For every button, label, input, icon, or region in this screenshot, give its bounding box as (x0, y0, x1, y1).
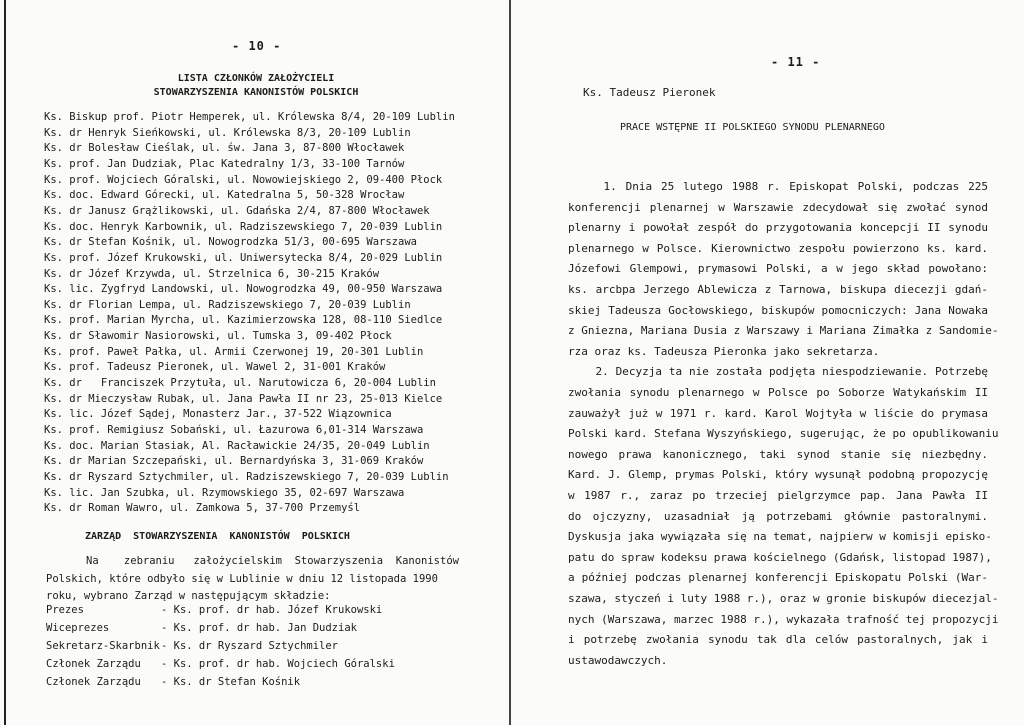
body-line: zauważył już w 1971 r. kard. Karol Wojtyła w liście do prymasa (568, 406, 988, 420)
member-entry: Ks. dr Mieczysław Rubak, ul. Jana Pawła II nr 23, 25-013 Kielce (44, 392, 443, 405)
board-title: ZARZĄD STOWARZYSZENIA KANONISTÓW POLSKICH (85, 531, 350, 542)
member-entry: Ks. lic. Jan Szubka, ul. Rzymowskiego 35, 02-697 Warszawa (44, 486, 405, 499)
member-entry: Ks. dr Roman Wawro, ul. Zamkowa 5, 37-700 Przemyśl (44, 502, 361, 515)
body-line: i potrzebę zwołania synodu tak dla celów pastoralnych, jak i (568, 633, 988, 647)
author: Ks. Tadeusz Pieronek (583, 86, 716, 99)
body-line: plenarnego w Polsce. Kierownictwo zespołu powierzono ks. kard. (568, 241, 988, 255)
body-line: szawa, styczeń i luty 1988 r.), oraz w gronie biskupów diecezjal- (568, 592, 999, 605)
member-entry: Ks. lic. Józef Sądej, Monasterz Jar., 37-522 Wiązownica (44, 408, 392, 421)
page-number: - 10 - (232, 39, 282, 53)
body-line: nowego prawa kanonicznego, taki synod stanie się niezbędny. (568, 447, 988, 461)
member-entry: Ks. dr Stefan Kośnik, ul. Nowogrodzka 51/3, 00-695 Warszawa (44, 236, 417, 249)
body-line: Polski kard. Stefana Wyszyńskiego, sugerując, że po opublikowaniu (568, 427, 999, 441)
member-entry: Ks. prof. Marian Myrcha, ul. Kazimierzowska 128, 08-110 Siedlce (44, 314, 443, 327)
body-line: Dyskusja jaka wywiązała się na temat, najpierw w komisji episko- (568, 530, 992, 544)
board-role: Sekretarz-Skarbnik (46, 640, 160, 652)
body-line: skiej Tadeusza Gocłowskiego, biskupów pomocniczych: Jana Nowaka (568, 303, 988, 317)
body-line: Józefowi Glempowi, prymasowi Polski, a w jego skład powołano: (568, 262, 988, 276)
body-line: rza oraz ks. Tadeusza Pieronka jako sekretarza. (568, 344, 880, 358)
body-line: w 1987 r., zaraz po trzeciej pielgrzymce pap. Jana Pawła II (568, 489, 988, 502)
board-person: - Ks. dr Stefan Kośnik (161, 676, 301, 688)
body-line: do ojczyzny, uzasadniał ją potrzebami głównie pastoralnymi. (568, 509, 988, 523)
body-line: plenarny i powołał zespół do przygotowania koncepcji II synodu (568, 221, 988, 235)
board-paragraph-line: Na zebraniu założycielskim Stowarzyszenia Kanonistów (86, 555, 459, 567)
member-entry: Ks. Biskup prof. Piotr Hemperek, ul. Królewska 8/4, 20-109 Lublin (44, 111, 455, 123)
board-paragraph-line: Polskich, które odbyło się w Lublinie w dniu 12 listopada 1990 (46, 573, 438, 585)
member-entry: Ks. prof. Paweł Pałka, ul. Armii Czerwonej 19, 20-301 Lublin (44, 345, 424, 358)
member-entry: Ks. dr Ryszard Sztychmiler, ul. Radziszewskiego 7, 20-039 Lublin (44, 470, 449, 483)
member-entry: Ks. doc. Edward Górecki, ul. Katedralna 5, 50-328 Wrocław (44, 189, 405, 202)
body-line: patu do spraw kodeksu prawa kościelnego (Gdańsk, listopad 1987), (568, 550, 992, 564)
chapter-heading: PRACE WSTĘPNE II POLSKIEGO SYNODU PLENARNEGO (620, 122, 885, 133)
body-line: 2. Decyzja ta nie została podjęta niespodziewanie. Potrzebę (568, 365, 988, 379)
member-entry: Ks. lic. Zygfryd Landowski, ul. Nowogrodzka 49, 00-950 Warszawa (44, 283, 443, 296)
board-paragraph-line: roku, wybrano Zarząd w następującym składzie: (46, 590, 331, 602)
member-entry: Ks. dr Franciszek Przytuła, ul. Narutowicza 6, 20-004 Lublin (44, 377, 436, 390)
board-role: Prezes (46, 604, 84, 616)
board-role: Wiceprezes (46, 622, 110, 634)
body-line: ks. arcbpa Jerzego Ablewicza z Tarnowa, biskupa diecezji gdań- (568, 283, 988, 296)
member-entry: Ks. prof. Tadeusz Pieronek, ul. Wawel 2, 31-001 Kraków (44, 361, 386, 374)
board-person: - Ks. prof. dr hab. Józef Krukowski (161, 604, 383, 616)
body-line: zwołania synodu plenarnego w Polsce po Soborze Watykańskim II (568, 386, 988, 399)
member-entry: Ks. dr Bolesław Cieślak, ul. św. Jana 3, 87-800 Włocławek (44, 142, 405, 155)
member-entry: Ks. prof. Wojciech Góralski, ul. Nowowiejskiego 2, 09-400 Płock (44, 173, 443, 186)
body-line: a później podczas plenarnej konferencji Episkopatu Polski (War- (568, 571, 988, 585)
list-subtitle: STOWARZYSZENIA KANONISTÓW POLSKICH (153, 87, 359, 98)
member-entry: Ks. doc. Henryk Karbownik, ul. Radziszewskiego 7, 20-039 Lublin (44, 220, 443, 233)
body-line: 1. Dnia 25 lutego 1988 r. Episkopat Polski, podczas 225 (568, 180, 988, 193)
member-entry: Ks. dr Marian Szczepański, ul. Bernardyńska 3, 31-069 Kraków (44, 455, 424, 468)
member-entry: Ks. prof. Jan Dudziak, Plac Katedralny 1/3, 33-100 Tarnów (44, 157, 405, 170)
member-entry: Ks. doc. Marian Stasiak, Al. Racławickie 24/35, 20-049 Lublin (44, 439, 430, 452)
board-person: - Ks. dr Ryszard Sztychmiler (161, 640, 339, 652)
member-entry: Ks. prof. Remigiusz Sobański, ul. Łazurowa 6,01-314 Warszawa (44, 424, 424, 436)
member-entry: Ks. dr Sławomir Nasiorowski, ul. Tumska 3, 09-402 Płock (44, 330, 392, 343)
member-entry: Ks. dr Józef Krzywda, ul. Strzelnica 6, 30-215 Kraków (44, 267, 380, 280)
board-role: Członek Zarządu (46, 658, 141, 670)
page-number: - 11 - (771, 55, 821, 69)
body-line: ustawodawczych. (568, 653, 668, 667)
member-entry: Ks. prof. Józef Krukowski, ul. Uniwersytecka 8/4, 20-029 Lublin (44, 251, 443, 264)
board-person: - Ks. prof. dr hab. Jan Dudziak (161, 622, 357, 634)
body-line: nych (Warszawa, marzec 1988 r.), wykazała trafność tej propozycji (568, 612, 999, 626)
board-person: - Ks. prof. dr hab. Wojciech Góralski (161, 658, 395, 670)
list-title: LISTA CZŁONKÓW ZAŁOŻYCIELI (177, 73, 335, 84)
body-line: konferencji plenarnej w Warszawie zdecydował się zwołać synod (568, 200, 988, 214)
member-entry: Ks. dr Janusz Grążlikowski, ul. Gdańska 2/4, 87-800 Włocławek (44, 204, 430, 217)
body-line: z Gniezna, Mariana Dusia z Warszawy i Mariana Zimałka z Sandomie- (568, 324, 999, 338)
member-entry: Ks. dr Henryk Sieńkowski, ul. Królewska 8/3, 20-109 Lublin (44, 126, 411, 139)
member-entry: Ks. dr Florian Lempa, ul. Radziszewskiego 7, 20-039 Lublin (44, 298, 411, 311)
board-role: Członek Zarządu (46, 676, 141, 688)
body-line: Kard. J. Glemp, prymas Polski, który wysunął podobną propozycję (568, 468, 988, 482)
